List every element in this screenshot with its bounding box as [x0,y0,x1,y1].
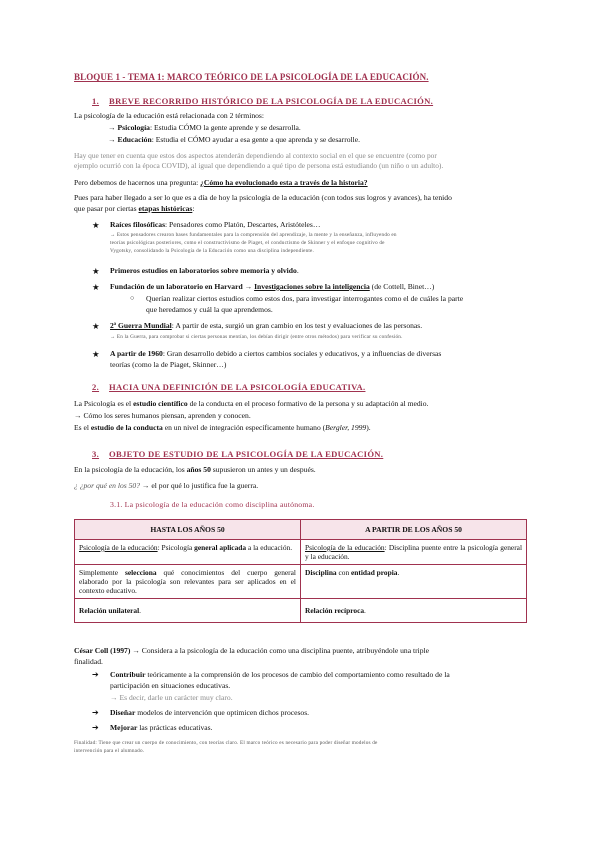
section-2-line-3: Es el estudio de la conducta en un nivel de integración específicamente humano (Bergler, 1999). [74,423,371,432]
stage-guerra: 2ª Guerra Mundial: A partir de esta, surgió un gran cambio en los test y evaluaciones de las personas. [110,321,423,330]
finality-1-note: → Es decir, darle un carácter muy claro. [110,693,233,702]
section-1-intro: La psicología de la educación está relacionada con 2 términos: [74,111,264,120]
section-2-line-2: → Cómo los seres humanos piensan, aprenden y conocen. [74,411,251,420]
table-cell: Relación recíproca. [301,599,527,623]
table-cell: Simplemente selecciona qué conocimientos del cuerpo general elaborado por la psicología son relevantes para ser aplicados en el contexto educativo. [75,565,301,599]
finality-1-line-2: participación en situaciones educativas. [110,681,231,690]
table-row [75,540,527,565]
history-answer-line-2: que pasar por ciertas etapas históricas: [74,204,195,213]
finality-3: Mejorar las prácticas educativas. [110,723,213,732]
history-question: Pero debemos de hacernos una pregunta: ¿Cómo ha evolucionado esta a través de la historia? [74,178,368,187]
table-header-before-50: HASTA LOS AÑOS 50 [75,520,301,540]
stage-harvard-sub-1: Querían realizar ciertos estudios como estos dos, para investigar interrogantes como el de cuáles la parte [146,294,464,303]
table-row [75,565,527,599]
arrow-bullet-icon: ➔ [92,670,99,679]
gray-note-line-2: ejemplo ocurrió con la época COVID), al igual que dependiendo a qué tipo de persona está estudiando (un niño o un adulto). [74,161,444,170]
table-row [75,599,527,623]
circle-bullet-icon: ○ [130,294,135,302]
gray-note-line-1: Hay que tener en cuenta que estos dos aspectos atenderán dependiendo al contexto social en el que se encuentre (como por [74,151,437,160]
arrow-bullet-icon: ➔ [92,723,99,732]
table-cell: Psicología de la educación: Disciplina puente entre la psicología general y la educación. [301,540,527,565]
subsection-3-1-heading: 3.1. La psicología de la educación como disciplina autónoma. [110,500,315,509]
star-bullet-icon: ★ [92,266,100,276]
star-bullet-icon: ★ [92,220,100,230]
stage-raices-note-1: → Estos pensadores crearon bases fundamentales para la comprensión del aprendizaje, la mente y la enseñanza, influyendo en [110,232,397,238]
comparison-table [74,519,527,623]
section-3-line-1: En la psicología de la educación, los años 50 supusieron un antes y un después. [74,465,316,474]
finality-1-line-1: Contribuir teóricamente a la comprensión de los procesos de cambio del comportamiento como resultado de la [110,670,450,679]
stage-harvard-sub-2: que heredamos y cuál la que aprendemos. [146,305,273,314]
star-bullet-icon: ★ [92,282,100,292]
stage-raices-note-3: Vygotsky, consolidando la Psicología de la Educación como una disciplina independiente. [110,248,315,254]
table-cell: Disciplina con entidad propia. [301,565,527,599]
stage-harvard: Fundación de un laboratorio en Harvard → Investigaciones sobre la inteligencia (de Cottell, Binet…) [110,282,435,291]
arrow-bullet-icon: ➔ [92,708,99,717]
stage-1960-line-2: teorías (como la de Piaget, Skinner…) [110,360,227,369]
stage-raices: Raíces filosóficas: Pensadores como Platón, Descartes, Aristóteles… [110,220,321,229]
coll-line-2: finalidad. [74,657,103,666]
section-3-line-2: ¿ ¿por qué en los 50? → el por qué lo justifica fue la guerra. [74,481,259,490]
section-3-heading: 3. OBJETO DE ESTUDIO DE LA PSICOLOGÍA DE LA EDUCACIÓN. [92,449,384,459]
stage-1960-line-1: A partir de 1960: Gran desarrollo debido a ciertos cambios sociales y educativos, y a influencias de diversas [110,349,442,358]
history-answer-line-1: Pues para haber llegado a ser lo que es a día de hoy la psicología de la educación (con todos sus logros y avances), ha tenido [74,193,452,202]
table-cell: Psicología de la educación: Psicología general aplicada a la educación. [75,540,301,565]
table-cell: Relación unilateral. [75,599,301,623]
document-title: BLOQUE 1 - TEMA 1: MARCO TEÓRICO DE LA PSICOLOGÍA DE LA EDUCACIÓN. [74,72,429,82]
stage-laboratorios: Primeros estudios en laboratorios sobre memoria y olvido. [110,266,299,275]
star-bullet-icon: ★ [92,349,100,359]
table-header-after-50: A PARTIR DE LOS AÑOS 50 [301,520,527,540]
stage-raices-note-2: teorías psicológicas posteriores, como el constructivismo de Piaget, el conductismo de Skinner y el enfoque cognitivo de [110,240,385,246]
coll-line-1: César Coll (1997) → Considera a la psicología de la educación como una disciplina puente, atribuyéndole una triple [74,646,429,655]
finality-2: Diseñar modelos de intervención que optimicen dichos procesos. [110,708,310,717]
final-note-line-1: Finalidad: Tiene que crear un cuerpo de conocimiento, con teorías claro. El marco teórico es necesario para poder diseñar modelos de [74,740,378,746]
section-2-line-1: La Psicología es el estudio científico de la conducta en el proceso formativo de la persona y su adaptación al medio. [74,399,429,408]
term-psicologia: → Psicología: Estudia CÓMO la gente aprende y se desarrolla. [108,123,301,132]
final-note-line-2: intervención para el alumnado. [74,748,145,754]
star-bullet-icon: ★ [92,321,100,331]
section-1-heading: 1. BREVE RECORRIDO HISTÓRICO DE LA PSICOLOGÍA DE LA EDUCACIÓN. [92,96,434,106]
term-educacion: → Educación: Estudia el CÓMO ayudar a esa gente a que aprenda y se desarrolle. [108,135,361,144]
stage-guerra-note: → En la Guerra, para comprobar si ciertas personas mentían, los debían dirigir (entre otros métodos) para verificar su confesión. [110,334,403,340]
section-2-heading: 2. HACIA UNA DEFINICIÓN DE LA PSICOLOGÍA EDUCATIVA. [92,382,366,392]
